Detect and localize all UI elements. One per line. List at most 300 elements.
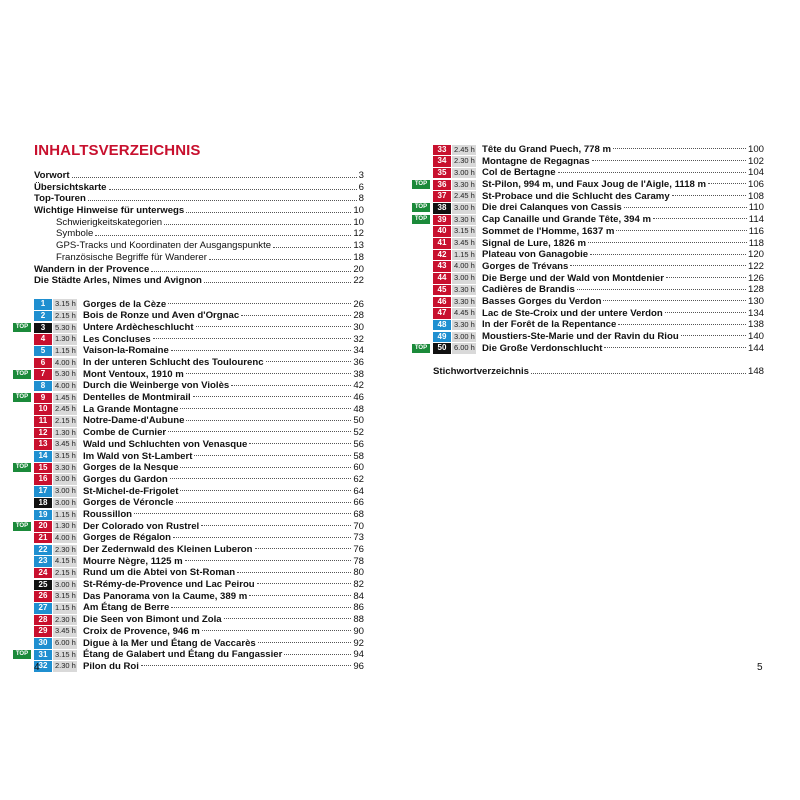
- toc-entry-label: GPS-Tracks und Koordinaten der Ausgangspunkte: [56, 240, 272, 252]
- dot-leader: [194, 455, 351, 456]
- tour-name: Étang de Galabert und Étang du Fangassier: [83, 649, 283, 661]
- front-matter-list: [34, 170, 364, 287]
- dot-leader: [257, 583, 352, 584]
- tour-name: Rund um die Abtei von St-Roman: [83, 567, 236, 579]
- tour-entry[interactable]: [34, 299, 364, 311]
- tour-page: 104: [747, 167, 764, 179]
- tour-entry[interactable]: [433, 249, 764, 261]
- tour-number-badge: 2: [34, 311, 52, 322]
- tour-duration: 3.15 h: [454, 226, 475, 236]
- tour-name: Das Panorama von la Caume, 389 m: [83, 590, 248, 602]
- dot-leader: [231, 385, 351, 386]
- tour-entry[interactable]: [34, 532, 364, 544]
- tour-entry[interactable]: [433, 296, 764, 308]
- tour-entry[interactable]: [34, 474, 364, 486]
- tour-number-badge: 23: [34, 556, 52, 567]
- tour-duration: 4.00 h: [55, 357, 76, 367]
- tour-duration: 1.15 h: [454, 249, 475, 259]
- tour-name: Moustiers-Ste-Marie und der Ravin du Riou: [482, 331, 679, 342]
- tour-entry[interactable]: [34, 638, 364, 650]
- dot-leader: [624, 207, 747, 208]
- tour-page: 118: [748, 237, 764, 249]
- tour-list-right: [414, 144, 764, 354]
- dot-leader: [616, 230, 746, 231]
- tour-number-badge: 11: [34, 416, 52, 427]
- tour-duration: 2.30 h: [55, 614, 76, 624]
- index-label: Stichwortverzeichnis: [433, 366, 529, 378]
- tour-page: 120: [747, 249, 764, 261]
- tour-entry[interactable]: [433, 167, 764, 179]
- dot-leader: [186, 420, 351, 421]
- dot-leader: [241, 315, 351, 316]
- dot-leader: [204, 282, 351, 283]
- dot-leader: [88, 200, 357, 201]
- top-tour-badge: TOP: [13, 522, 31, 531]
- dot-leader: [237, 572, 351, 573]
- tour-number-badge: 5: [34, 346, 52, 357]
- dot-leader: [570, 265, 746, 266]
- dot-leader: [186, 373, 352, 374]
- tour-name: Die Seen von Bimont und Zola: [83, 614, 222, 626]
- tour-entry[interactable]: [34, 661, 364, 673]
- tour-name: Der Zedernwald des Kleinen Luberon: [83, 544, 253, 555]
- tour-number-badge: 8: [34, 381, 52, 392]
- tour-entry[interactable]: [34, 626, 364, 638]
- dot-leader: [531, 373, 746, 374]
- toc-entry-page: 10: [353, 216, 364, 228]
- left-page-toc: [15, 142, 364, 673]
- top-tour-badge: TOP: [13, 650, 31, 659]
- tour-number-badge: 50: [433, 343, 451, 354]
- toc-entry-label: Schwierigkeitskategorien: [56, 216, 163, 228]
- tour-number-badge: 3: [34, 323, 52, 334]
- tour-duration: 4.45 h: [454, 308, 475, 318]
- tour-name: Die Berge und der Wald von Montdenier: [482, 272, 664, 284]
- tour-name: Gorges de la Cèze: [83, 298, 167, 310]
- tour-duration: 3.30 h: [454, 179, 475, 189]
- tour-number-badge: 13: [34, 439, 52, 450]
- toc-entry-label: Top-Touren: [34, 193, 86, 205]
- tour-page: 73: [353, 532, 364, 544]
- tour-entry[interactable]: [34, 602, 364, 614]
- tour-page: 78: [353, 555, 364, 567]
- tour-number-badge: 18: [34, 498, 52, 509]
- tour-number-badge: 40: [433, 226, 451, 237]
- tour-duration: 3.00 h: [55, 474, 76, 484]
- dot-leader: [168, 303, 351, 304]
- dot-leader: [590, 254, 746, 255]
- tour-page: 32: [353, 333, 364, 345]
- tour-entry[interactable]: [15, 462, 364, 474]
- tour-duration: 2.45 h: [454, 144, 475, 154]
- tour-entry[interactable]: [433, 319, 764, 331]
- tour-duration: 3.00 h: [454, 167, 475, 177]
- tour-name: Sommet de l'Homme, 1637 m: [482, 225, 615, 237]
- tour-page: 82: [353, 579, 364, 591]
- tour-entry[interactable]: [34, 357, 364, 369]
- tour-duration: 1.15 h: [55, 345, 76, 355]
- tour-number-badge: 24: [34, 568, 52, 579]
- dot-leader: [588, 242, 747, 243]
- tour-page: 26: [353, 298, 364, 310]
- tour-duration: 3.00 h: [55, 579, 76, 589]
- tour-name: Lac de Ste-Croix und der untere Verdon: [482, 307, 663, 319]
- tour-number-badge: 37: [433, 191, 451, 202]
- top-tour-badge: TOP: [412, 344, 430, 353]
- tour-number-badge: 29: [34, 626, 52, 637]
- tour-entry[interactable]: [433, 261, 764, 273]
- tour-name: Der Colorado von Rustrel: [83, 520, 200, 532]
- tour-page: 50: [353, 415, 364, 427]
- tour-number-badge: 33: [433, 145, 451, 156]
- tour-number-badge: 46: [433, 297, 451, 308]
- tour-entry[interactable]: [433, 191, 764, 203]
- tour-entry[interactable]: [34, 497, 364, 509]
- tour-name: Montagne de Regagnas: [482, 155, 590, 167]
- dot-leader: [186, 212, 351, 213]
- toc-entry[interactable]: [34, 205, 364, 217]
- tour-duration: 1.45 h: [55, 392, 76, 402]
- toc-entry-page: 20: [353, 263, 364, 275]
- tour-entry[interactable]: [433, 284, 764, 296]
- tour-entry[interactable]: [433, 308, 764, 320]
- tour-name: Wald und Schluchten von Venasque: [83, 438, 248, 450]
- tour-name: Durch die Weinberge von Violès: [83, 380, 230, 392]
- dot-leader: [202, 630, 352, 631]
- dot-leader: [180, 467, 351, 468]
- toc-entry[interactable]: [34, 193, 364, 205]
- tour-page: 114: [748, 214, 764, 226]
- tour-number-badge: 1: [34, 299, 52, 310]
- dot-leader: [672, 195, 746, 196]
- tour-entry[interactable]: [414, 214, 764, 226]
- top-tour-badge: TOP: [13, 463, 31, 472]
- tour-name: Signal de Lure, 1826 m: [482, 237, 586, 249]
- top-tour-badge: TOP: [13, 323, 31, 332]
- tour-name: Die drei Calanques von Cassis: [482, 202, 622, 214]
- dot-leader: [665, 312, 746, 313]
- tour-duration: 4.15 h: [55, 556, 76, 566]
- tour-entry[interactable]: [34, 404, 364, 416]
- tour-name: Digue à la Mer und Étang de Vaccarès: [83, 637, 256, 649]
- dot-leader: [603, 300, 746, 301]
- toc-entry-page: 22: [353, 275, 364, 287]
- tour-duration: 2.15 h: [55, 310, 76, 320]
- tour-entry[interactable]: [34, 544, 364, 556]
- tour-number-badge: 42: [433, 250, 451, 261]
- tour-page: 138: [747, 319, 764, 331]
- tour-number-badge: 4: [34, 334, 52, 345]
- dot-leader: [249, 443, 351, 444]
- dot-leader: [180, 408, 351, 409]
- tour-name: St-Probace und die Schlucht des Caramy: [482, 190, 670, 202]
- top-tour-badge: TOP: [412, 215, 430, 224]
- dot-leader: [224, 618, 352, 619]
- tour-duration: 3.15 h: [55, 299, 76, 309]
- tour-entry[interactable]: [34, 591, 364, 603]
- toc-entry-label: Wichtige Hinweise für unterwegs: [34, 205, 185, 217]
- tour-page: 128: [747, 284, 764, 296]
- tour-page: 64: [353, 485, 364, 497]
- tour-name: Les Concluses: [83, 333, 151, 345]
- tour-page: 84: [353, 590, 364, 602]
- tour-number-badge: 28: [34, 615, 52, 626]
- tour-page: 86: [353, 602, 364, 614]
- dot-leader: [141, 665, 351, 666]
- tour-name: Gorges de Trévans: [482, 260, 569, 272]
- dot-leader: [109, 189, 357, 190]
- dot-leader: [558, 172, 746, 173]
- tour-entry[interactable]: [34, 567, 364, 579]
- tour-page: 56: [353, 438, 364, 450]
- tour-name: Vaison-la-Romaine: [83, 345, 169, 357]
- tour-number-badge: 43: [433, 261, 451, 272]
- toc-entry-page: 12: [353, 228, 364, 240]
- tour-entry[interactable]: [414, 202, 764, 214]
- tour-entry[interactable]: [34, 380, 364, 392]
- tour-duration: 3.00 h: [454, 331, 475, 341]
- tour-duration: 3.45 h: [55, 626, 76, 636]
- tour-entry[interactable]: [414, 179, 764, 191]
- tour-page: 110: [748, 202, 764, 214]
- dot-leader: [170, 478, 352, 479]
- tour-duration: 1.15 h: [55, 603, 76, 613]
- tour-name: Cap Canaille und Grande Tête, 394 m: [482, 214, 652, 226]
- tour-duration: 1.30 h: [55, 427, 76, 437]
- toc-entry[interactable]: [34, 240, 364, 252]
- tour-number-badge: 34: [433, 156, 451, 167]
- tour-name: Bois de Ronze und Aven d'Orgnac: [83, 310, 240, 322]
- tour-page: 106: [747, 179, 764, 191]
- dot-leader: [577, 289, 746, 290]
- dot-leader: [173, 537, 351, 538]
- tour-number-badge: 41: [433, 238, 451, 249]
- tour-duration: 5.30 h: [55, 369, 76, 379]
- tour-duration: 2.30 h: [55, 661, 76, 671]
- tour-name: Roussillon: [83, 508, 133, 520]
- dot-leader: [681, 335, 746, 336]
- dot-leader: [185, 560, 352, 561]
- tour-entry[interactable]: [15, 520, 364, 533]
- tour-entry[interactable]: [34, 415, 364, 427]
- toc-entry[interactable]: [34, 228, 364, 240]
- tour-entry[interactable]: [34, 334, 364, 346]
- page-number-right: 5: [757, 662, 763, 673]
- tour-number-badge: 16: [34, 474, 52, 485]
- tour-page: 130: [747, 295, 764, 307]
- tour-entry[interactable]: [34, 614, 364, 626]
- tour-entry[interactable]: [433, 144, 764, 156]
- toc-entry[interactable]: [34, 170, 364, 182]
- tour-name: Mourre Nègre, 1125 m: [83, 555, 183, 567]
- tour-entry[interactable]: [34, 451, 364, 463]
- tour-page: 94: [353, 649, 364, 661]
- tour-number-badge: 47: [433, 308, 451, 319]
- tour-page: 62: [353, 473, 364, 485]
- tour-entry[interactable]: [15, 368, 364, 381]
- dot-leader: [273, 247, 351, 248]
- tour-entry[interactable]: [433, 273, 764, 285]
- tour-number-badge: 9: [34, 393, 52, 404]
- tour-page: 60: [353, 462, 364, 474]
- tour-number-badge: 27: [34, 603, 52, 614]
- tour-page: 140: [747, 331, 764, 342]
- tour-name: Tête du Grand Puech, 778 m: [482, 144, 612, 155]
- tour-duration: 3.30 h: [454, 296, 475, 306]
- tour-number-badge: 30: [34, 638, 52, 649]
- tour-page: 52: [353, 427, 364, 439]
- tour-name: Basses Gorges du Verdon: [482, 295, 602, 307]
- dot-leader: [95, 235, 351, 236]
- top-tour-badge: TOP: [13, 393, 31, 402]
- tour-duration: 1.15 h: [55, 509, 76, 519]
- dot-leader: [249, 595, 351, 596]
- tour-page: 68: [353, 508, 364, 520]
- toc-entry[interactable]: [34, 252, 364, 264]
- tour-page: 88: [353, 614, 364, 626]
- dot-leader: [266, 361, 352, 362]
- tour-number-badge: 32: [34, 661, 52, 672]
- tour-page: 144: [747, 342, 764, 354]
- tour-entry[interactable]: [15, 392, 364, 404]
- top-tour-badge: TOP: [412, 203, 430, 212]
- tour-duration: 3.30 h: [454, 319, 475, 329]
- tour-name: Croix de Provence, 946 m: [83, 625, 200, 637]
- tour-name: Col de Bertagne: [482, 167, 556, 179]
- tour-duration: 2.30 h: [454, 156, 475, 166]
- dot-leader: [708, 183, 746, 184]
- dot-leader: [258, 642, 352, 643]
- tour-name: Gorges du Gardon: [83, 473, 168, 485]
- tour-entry[interactable]: [433, 238, 764, 250]
- tour-entry[interactable]: [34, 439, 364, 451]
- tour-duration: 2.15 h: [55, 567, 76, 577]
- tour-entry[interactable]: [34, 345, 364, 357]
- tour-name: Gorges de la Nesque: [83, 462, 179, 474]
- dot-leader: [164, 224, 351, 225]
- tour-number-badge: 15: [34, 463, 52, 474]
- dot-leader: [196, 326, 352, 327]
- section-gap: [433, 354, 764, 366]
- tour-page: 28: [353, 310, 364, 322]
- toc-entry[interactable]: [34, 275, 364, 287]
- tour-entry[interactable]: [34, 509, 364, 521]
- toc-entry[interactable]: [34, 182, 364, 194]
- dot-leader: [592, 160, 746, 161]
- tour-duration: 3.30 h: [55, 462, 76, 472]
- tour-page: 126: [747, 272, 764, 284]
- index-entry[interactable]: [433, 366, 764, 378]
- tour-number-badge: 22: [34, 545, 52, 556]
- tour-page: 58: [353, 450, 364, 462]
- toc-entry-page: 6: [358, 181, 364, 193]
- tour-page: 76: [353, 544, 364, 555]
- tour-entry[interactable]: [433, 226, 764, 238]
- dot-leader: [171, 607, 351, 608]
- tour-entry[interactable]: [433, 156, 764, 168]
- tour-entry[interactable]: [15, 649, 364, 661]
- tour-entry[interactable]: [414, 342, 764, 355]
- tour-name: St-Pilon, 994 m, und Faux Joug de l'Aigle, 1118 m: [482, 179, 707, 191]
- dot-leader: [72, 177, 357, 178]
- dot-leader: [201, 525, 351, 526]
- tour-duration: 2.45 h: [55, 404, 76, 414]
- tour-page: 70: [353, 520, 364, 532]
- tour-entry[interactable]: [34, 427, 364, 439]
- tour-page: 38: [353, 368, 364, 380]
- tour-entry[interactable]: [34, 579, 364, 591]
- tour-page: 36: [353, 357, 364, 368]
- section-gap: [34, 287, 364, 299]
- tour-page: 42: [353, 380, 364, 392]
- tour-number-badge: 26: [34, 591, 52, 602]
- tour-duration: 3.00 h: [454, 203, 475, 213]
- tour-name: Dentelles de Montmirail: [83, 392, 191, 404]
- tour-entry[interactable]: [34, 486, 364, 498]
- dot-leader: [613, 148, 746, 149]
- tour-entry[interactable]: [34, 556, 364, 568]
- tour-page: 48: [353, 403, 364, 415]
- tour-name: Combe de Curnier: [83, 427, 167, 439]
- tour-number-badge: 48: [433, 320, 451, 331]
- tour-duration: 6.00 h: [454, 343, 475, 353]
- tour-page: 46: [353, 392, 364, 404]
- toc-entry-page: 3: [358, 170, 364, 181]
- dot-leader: [284, 654, 351, 655]
- tour-page: 122: [747, 260, 764, 272]
- tour-duration: 1.30 h: [55, 521, 76, 531]
- toc-entry-page: 8: [358, 193, 364, 205]
- tour-duration: 3.15 h: [55, 451, 76, 461]
- tour-name: Notre-Dame-d'Aubune: [83, 415, 185, 427]
- tour-number-badge: 21: [34, 533, 52, 544]
- toc-entry[interactable]: [34, 217, 364, 229]
- tour-name: La Grande Montagne: [83, 403, 179, 415]
- tour-entry[interactable]: [34, 310, 364, 322]
- page-number-left: 4: [34, 662, 40, 673]
- tour-number-badge: 35: [433, 168, 451, 179]
- tour-name: Im Wald von St-Lambert: [83, 450, 193, 462]
- toc-entry-page: 13: [353, 240, 364, 252]
- tour-number-badge: 31: [34, 650, 52, 661]
- dot-leader: [193, 396, 352, 397]
- tour-duration: 2.15 h: [55, 416, 76, 426]
- tour-page: 116: [748, 225, 764, 237]
- tour-duration: 1.30 h: [55, 334, 76, 344]
- tour-duration: 4.00 h: [55, 532, 76, 542]
- tour-entry[interactable]: [15, 321, 364, 334]
- tour-name: Die Große Verdonschlucht: [482, 342, 603, 354]
- dot-leader: [604, 347, 746, 348]
- tour-number-badge: 25: [34, 580, 52, 591]
- top-tour-badge: TOP: [13, 370, 31, 379]
- tour-number-badge: 49: [433, 332, 451, 343]
- dot-leader: [618, 324, 746, 325]
- tour-duration: 2.45 h: [454, 191, 475, 201]
- tour-number-badge: 7: [34, 369, 52, 380]
- tour-duration: 3.00 h: [454, 273, 475, 283]
- tour-name: Gorges de Régalon: [83, 532, 171, 544]
- tour-page: 66: [353, 497, 364, 509]
- dot-leader: [255, 548, 352, 549]
- toc-entry-page: 18: [353, 251, 364, 263]
- dot-leader: [168, 431, 351, 432]
- tour-number-badge: 44: [433, 273, 451, 284]
- toc-entry-label: Die Städte Arles, Nîmes und Avignon: [34, 275, 202, 287]
- toc-entry[interactable]: [34, 264, 364, 276]
- tour-entry[interactable]: [433, 331, 764, 343]
- tour-duration: 3.45 h: [55, 439, 76, 449]
